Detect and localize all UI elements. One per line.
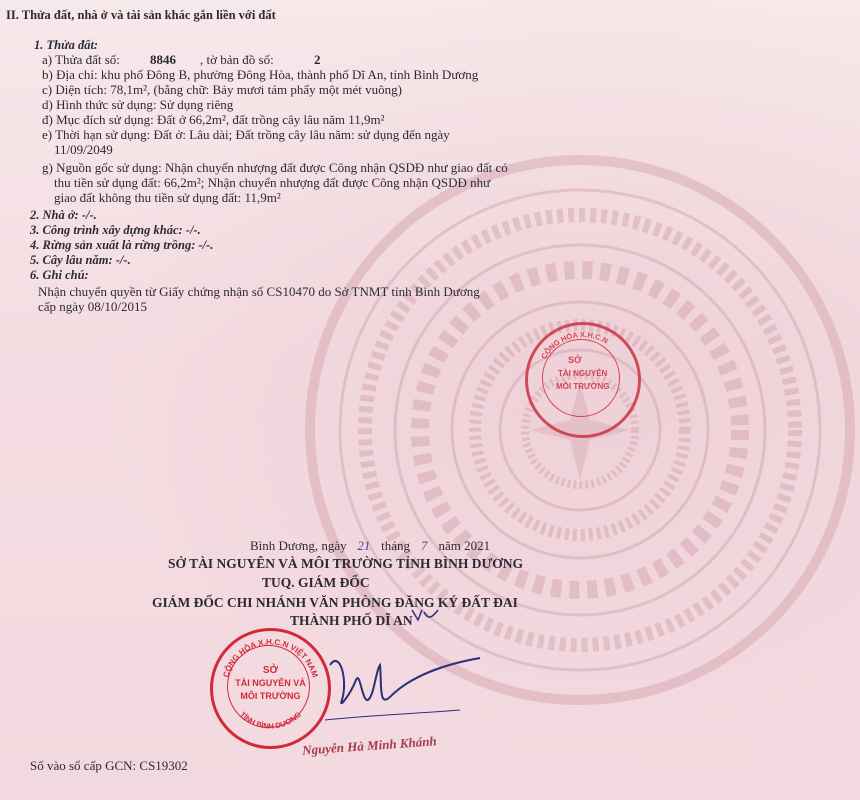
address: b) Địa chỉ: khu phố Đông B, phường Đông Hòa, thành phố Dĩ An, tỉnh Bình Dương: [42, 67, 479, 82]
usage-origin-line3: giao đất không thu tiền sử dụng đất: 11,9m²: [54, 190, 281, 205]
usage-term: e) Thời hạn sử dụng: Đất ở: Lâu dài; Đất trồng cây lâu năm: sử dụng đến ngày: [42, 127, 450, 142]
date-month: 7: [421, 538, 428, 553]
edge-stamp-line1: SỞ: [568, 355, 582, 365]
usage-term-date: 11/09/2049: [54, 142, 113, 157]
official-stamp: [210, 628, 331, 749]
date-month-label: tháng: [381, 538, 411, 553]
edge-stamp-ring: [528, 325, 638, 435]
parcel-number-label: a) Thửa đất số:: [42, 52, 120, 67]
usage-origin: g) Nguồn gốc sử dụng: Nhận chuyển nhượng đất được Công nhận QSDĐ như giao đất có: [42, 160, 508, 175]
perennial-section: 5. Cây lâu năm: -/-.: [30, 253, 131, 267]
initial-mark: [410, 606, 440, 624]
area: c) Diện tích: 78,1m², (bằng chữ: Bảy mươi tám phẩy một mét vuông): [42, 82, 402, 97]
director-signature: [320, 640, 490, 730]
issuing-org: SỞ TÀI NGUYÊN VÀ MÔI TRƯỜNG TỈNH BÌNH DƯƠNG: [168, 556, 524, 571]
signing-date: [250, 538, 490, 553]
notes-heading: 6. Ghi chú:: [30, 268, 89, 282]
land-heading: 1. Thửa đất:: [34, 38, 99, 52]
signer-role: GIÁM ĐỐC CHI NHÁNH VĂN PHÒNG ĐĂNG KÝ ĐẤT ĐAI: [152, 595, 518, 610]
svg-text:CỘNG HÒA X.H.C.N: CỘNG HÒA X.H.C.N: [539, 329, 610, 361]
usage-form: d) Hình thức sử dụng: Sử dụng riêng: [42, 97, 234, 112]
registry-number: Số vào sổ cấp GCN: CS19302: [30, 758, 188, 773]
svg-text:TỈNH BÌNH DƯƠNG: TỈNH BÌNH DƯƠNG: [238, 709, 303, 731]
edge-stamp: [525, 322, 641, 438]
signer-role-city: THÀNH PHỐ DĨ AN: [290, 613, 413, 628]
svg-text:CỘNG HÒA X.H.C.N VIỆT NAM: CỘNG HÒA X.H.C.N VIỆT NAM: [221, 637, 320, 679]
date-year: năm 2021: [438, 538, 491, 553]
section-title: II. Thửa đất, nhà ở và tài sản khác gắn liền với đất: [6, 8, 276, 22]
edge-stamp-line2: TÀI NGUYÊN: [558, 369, 608, 378]
parcel-number: 8846: [150, 52, 176, 67]
map-number-label: , tờ bản đồ số:: [200, 52, 274, 67]
stamp-ring-text: [213, 631, 328, 746]
usage-purpose: đ) Mục đích sử dụng: Đất ở 66,2m², đất trồng cây lâu năm 11,9m²: [42, 112, 385, 127]
signer-name: Nguyễn Hà Minh Khánh: [301, 733, 438, 758]
usage-origin-line2: thu tiền sử dụng đất: 66,2m²; Nhận chuyển nhượng đất được Công nhận QSDĐ như: [54, 175, 491, 190]
construction-section: 3. Công trình xây dựng khác: -/-.: [30, 223, 201, 237]
edge-stamp-line3: MÔI TRƯỜNG: [556, 382, 610, 391]
date-day: 21: [357, 538, 371, 553]
map-number: 2: [314, 52, 321, 67]
stamp-line3: MÔI TRƯỜNG: [240, 691, 301, 701]
date-prefix: Bình Dương, ngày: [250, 538, 347, 553]
tuq-title: TUQ. GIÁM ĐỐC: [262, 575, 370, 590]
stamp-line1: SỞ: [262, 665, 279, 676]
forest-section: 4. Rừng sản xuất là rừng trồng: -/-.: [30, 238, 214, 252]
stamp-line2: TÀI NGUYÊN VÀ: [235, 678, 306, 688]
house-section: 2. Nhà ở: -/-.: [30, 208, 97, 222]
notes-line2: cấp ngày 08/10/2015: [38, 299, 148, 314]
notes-line: Nhận chuyển quyền từ Giấy chứng nhận số CS10470 do Sở TNMT tỉnh Bình Dương: [38, 284, 480, 299]
